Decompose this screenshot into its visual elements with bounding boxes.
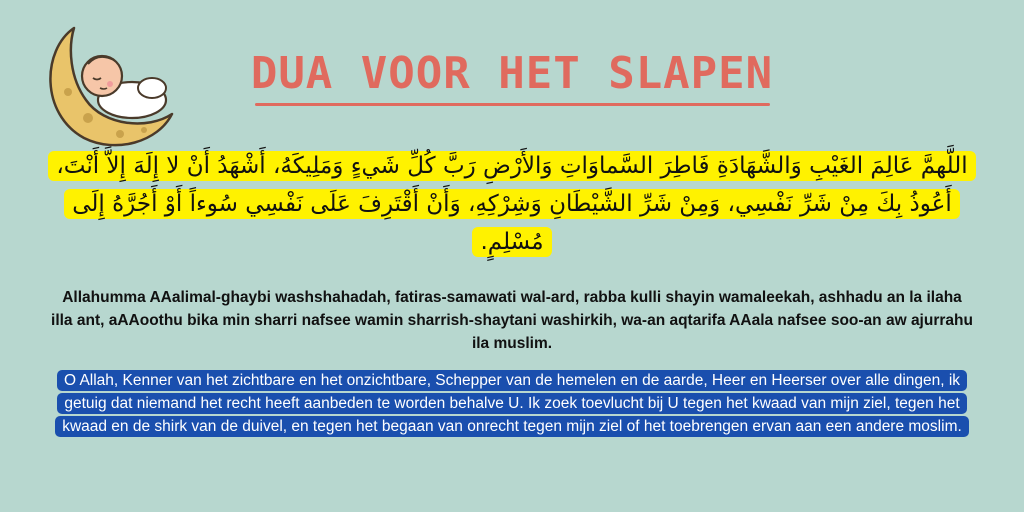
title-underline [255, 103, 770, 106]
arabic-dua-block [40, 147, 984, 261]
dutch-translation-text: O Allah, Kenner van het zichtbare en het onzichtbare, Schepper van de hemelen en de aarde, Heer en Heerser over alle dingen, ik getuig dat niemand het recht heeft aanbeden te worden behalve U. Ik zoek toevlucht bij U tegen het kwaad van mijn ziel, tegen het kwaad en de shirk van de duivel, en tegen het begaan van onrecht tegen mijn ziel of het toebrengen ervan aan een andere moslim. [55, 370, 969, 437]
transliteration-text: Allahumma AAalimal-ghaybi washshahadah, fatiras-samawati wal-ard, rabba kulli shayin wamaleekah, ashhadu an la ilaha illa ant, aAAoothu bika min sharri nafsee wamin sharrish-shaytani washirkih, wa-an aqtarifa AAala nafsee soo-an aw ajurrahu ila muslim. [51, 289, 973, 352]
translation-block [40, 369, 984, 438]
arabic-dua-text: اللَّهمَّ عَالِمَ الغَيْبِ وَالشَّهَادَةِ فَاطِرَ السَّماوَاتِ وَالأَرْضِ رَبَّ كُلِّ شَيءٍ وَمَلِيكَهُ، أَشْهَدُ أَنْ لا إِلَهَ إِلاَّ أَنْتَ، أَعُوذُ بِكَ مِنْ شَرِّ نَفْسِي، وَمِنْ شَرِّ الشَّيْطَانِ وَشِرْكِهِ، وَأَنْ أَقْتَرِفَ عَلَى نَفْسِي سُوءاً أَوْ أَجُرَّهُ إِلَى مُسْلِمٍ. [48, 151, 975, 257]
page-title: DUA VOOR HET SLAPEN [250, 48, 774, 99]
